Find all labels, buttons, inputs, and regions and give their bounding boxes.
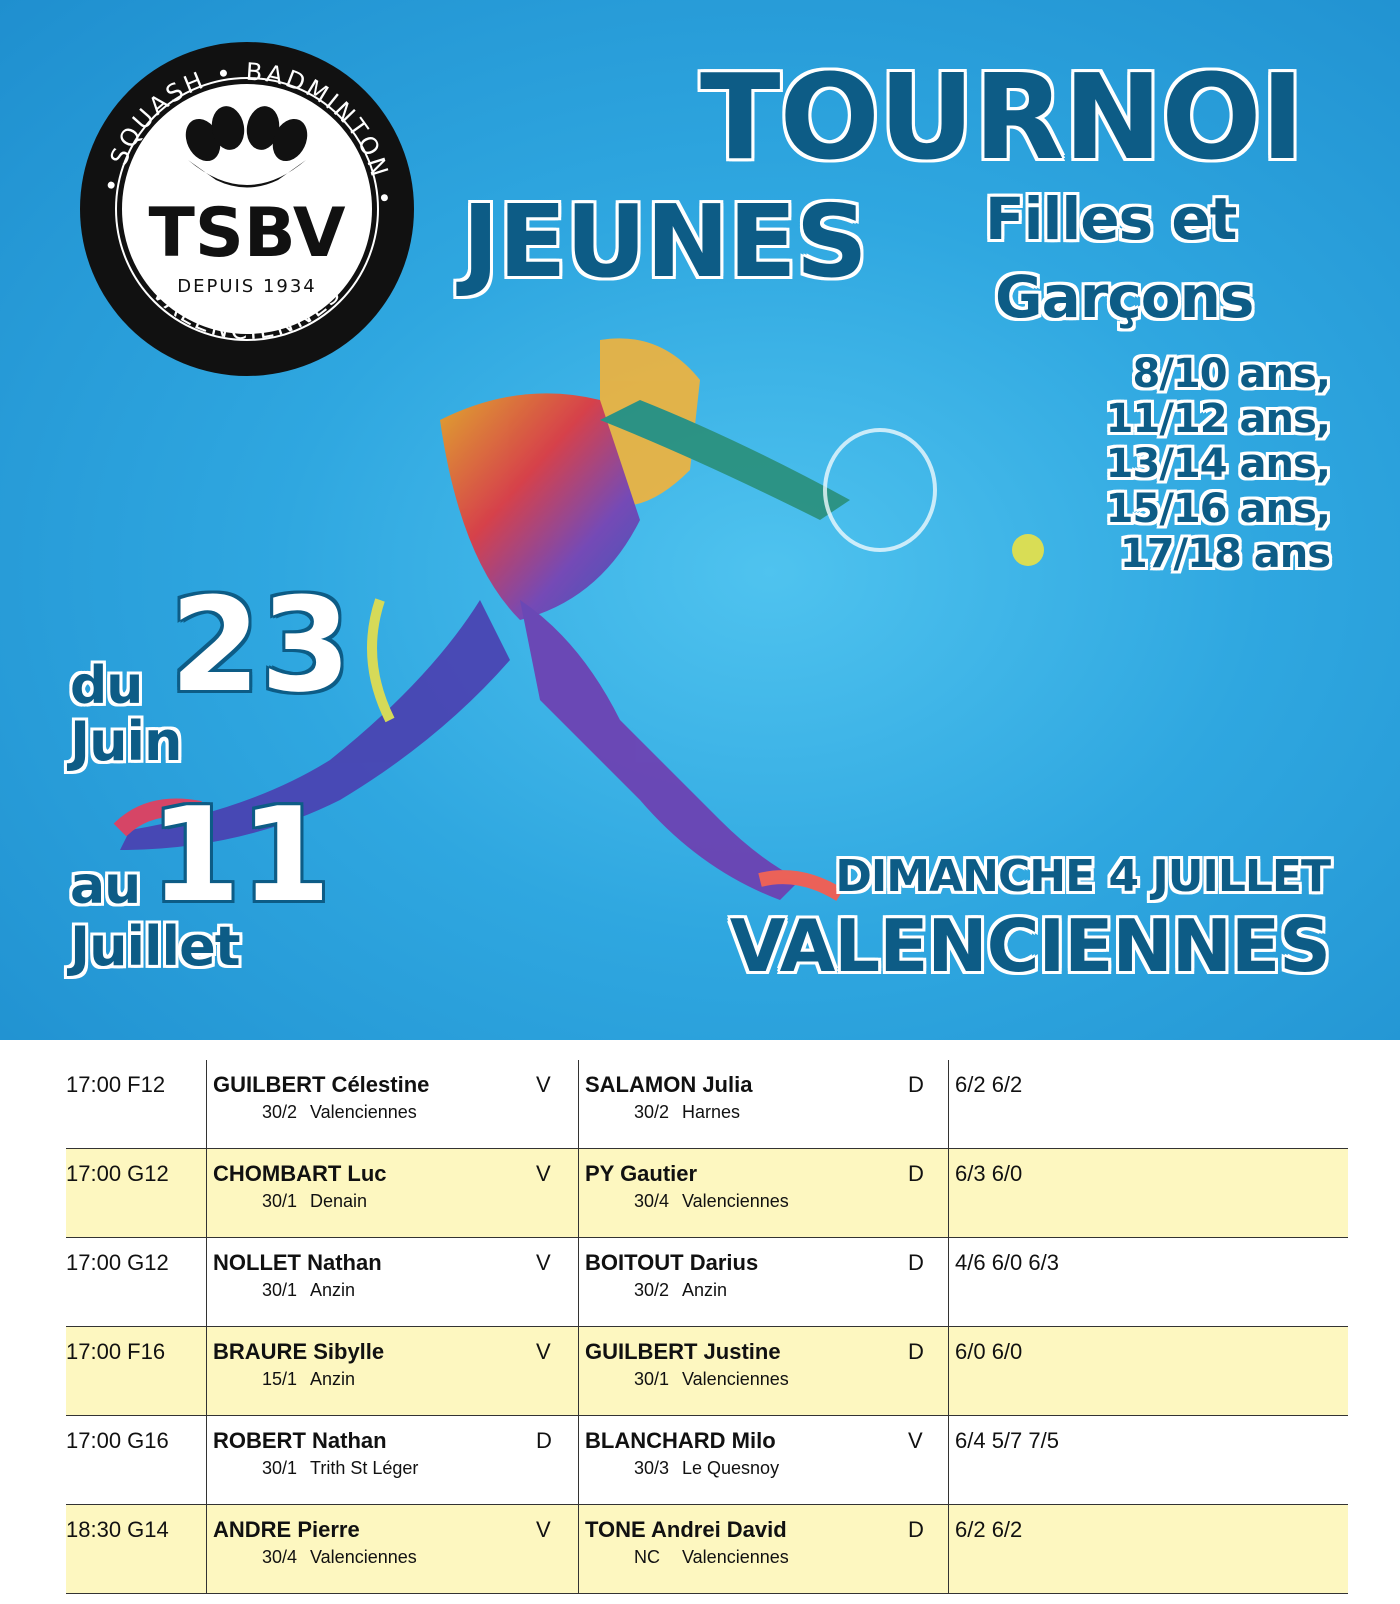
player2-club: Le Quesnoy xyxy=(682,1458,780,1478)
player1-rank: 30/4 xyxy=(262,1547,298,1567)
player1-rank: 30/1 xyxy=(262,1191,298,1211)
match-score: 6/4 5/7 7/5 xyxy=(955,1428,1059,1453)
player2-club: Harnes xyxy=(682,1102,741,1122)
player2-name: PY Gautier xyxy=(585,1161,698,1186)
column-divider xyxy=(578,1505,579,1593)
results-table xyxy=(66,1060,1348,1594)
match-time: 17:00 G12 xyxy=(66,1161,169,1186)
player1-result: V xyxy=(536,1517,551,1542)
column-divider xyxy=(948,1505,949,1593)
column-divider xyxy=(948,1149,949,1237)
player1-rank: 30/1 xyxy=(262,1280,298,1300)
player1-club: Anzin xyxy=(310,1369,356,1389)
table-row xyxy=(66,1416,1348,1505)
column-divider xyxy=(206,1238,207,1326)
age-item: 8/10 ans, xyxy=(1132,351,1330,397)
column-divider xyxy=(578,1416,579,1504)
player2-result: D xyxy=(908,1250,924,1275)
player2-rank: 30/2 xyxy=(634,1280,670,1300)
player2-result: D xyxy=(908,1072,924,1097)
player2-club: Anzin xyxy=(682,1280,728,1300)
column-divider xyxy=(578,1327,579,1415)
player2-result: D xyxy=(908,1339,924,1364)
column-divider xyxy=(948,1416,949,1504)
player2-name: GUILBERT Justine xyxy=(585,1339,781,1364)
age-item: 11/12 ans, xyxy=(1105,396,1330,442)
age-item: 15/16 ans, xyxy=(1105,486,1330,532)
player2-club: Valenciennes xyxy=(682,1369,789,1389)
title-tournoi: TOURNOI xyxy=(700,48,1304,186)
column-divider xyxy=(206,1416,207,1504)
column-divider xyxy=(206,1327,207,1415)
column-divider xyxy=(206,1505,207,1593)
player2-name: SALAMON Julia xyxy=(585,1072,753,1097)
match-time: 17:00 F16 xyxy=(66,1339,166,1364)
table-row xyxy=(66,1060,1348,1149)
player2-result: D xyxy=(908,1161,924,1186)
player2-name: BLANCHARD Milo xyxy=(585,1428,776,1453)
column-divider xyxy=(578,1238,579,1326)
player1-result: V xyxy=(536,1339,551,1364)
player2-club: Valenciennes xyxy=(682,1547,789,1567)
player2-result: D xyxy=(908,1517,924,1542)
player2-rank: 30/1 xyxy=(634,1369,670,1389)
match-time: 17:00 G16 xyxy=(66,1428,169,1453)
svg-text:TENNIS • SQUASH • BADMINTON •: • SQUASH • BADMINTON • xyxy=(97,57,399,209)
player1-result: V xyxy=(536,1072,551,1097)
match-time: 17:00 F12 xyxy=(66,1072,166,1097)
table-row xyxy=(66,1505,1348,1594)
column-divider xyxy=(948,1060,949,1148)
column-divider xyxy=(948,1327,949,1415)
match-score: 6/2 6/2 xyxy=(955,1072,1023,1097)
player1-club: Valenciennes xyxy=(310,1547,417,1567)
match-score: 4/6 6/0 6/3 xyxy=(955,1250,1059,1275)
player2-club: Valenciennes xyxy=(682,1191,789,1211)
table-row xyxy=(66,1327,1348,1416)
subtitle-garcons: Garçons xyxy=(995,263,1254,331)
player1-name: CHOMBART Luc xyxy=(213,1161,387,1186)
match-score: 6/3 6/0 xyxy=(955,1161,1023,1186)
player1-result: V xyxy=(536,1161,551,1186)
club-name: TSBV xyxy=(148,194,346,273)
column-divider xyxy=(206,1149,207,1237)
player1-club: Anzin xyxy=(310,1280,356,1300)
column-divider xyxy=(578,1060,579,1148)
date-to-month: Juillet xyxy=(70,915,240,978)
player1-rank: 15/1 xyxy=(262,1369,298,1389)
player1-name: GUILBERT Célestine xyxy=(213,1072,430,1097)
match-time: 17:00 G12 xyxy=(66,1250,169,1275)
player2-name: TONE Andrei David xyxy=(585,1517,787,1542)
player1-rank: 30/1 xyxy=(262,1458,298,1478)
player1-name: ANDRE Pierre xyxy=(213,1517,360,1542)
match-score: 6/2 6/2 xyxy=(955,1517,1023,1542)
player2-rank: 30/3 xyxy=(634,1458,670,1478)
age-item: 17/18 ans xyxy=(1119,531,1330,577)
column-divider xyxy=(578,1149,579,1237)
player1-name: BRAURE Sibylle xyxy=(213,1339,385,1364)
match-time: 18:30 G14 xyxy=(66,1517,169,1542)
player1-result: D xyxy=(536,1428,552,1453)
date-to-prefix: au xyxy=(70,856,141,916)
player2-rank: 30/4 xyxy=(634,1191,670,1211)
player1-rank: 30/2 xyxy=(262,1102,298,1122)
table-row xyxy=(66,1238,1348,1327)
player2-rank: 30/2 xyxy=(634,1102,670,1122)
svg-text:VALENCIENNES: VALENCIENNES xyxy=(146,278,348,346)
tennis-ball-icon xyxy=(1012,534,1044,566)
date-from-prefix: du xyxy=(70,656,143,716)
date-from-day: 23 xyxy=(170,569,351,721)
player1-name: ROBERT Nathan xyxy=(213,1428,387,1453)
event-day: DIMANCHE 4 JUILLET xyxy=(835,851,1330,902)
date-to-day: 11 xyxy=(150,779,331,931)
club-since: DEPUIS 1934 xyxy=(177,276,317,297)
subtitle-filles: Filles et xyxy=(985,185,1237,253)
age-item: 13/14 ans, xyxy=(1105,441,1330,487)
club-logo xyxy=(78,40,416,378)
match-score: 6/0 6/0 xyxy=(955,1339,1023,1364)
player1-result: V xyxy=(536,1250,551,1275)
player1-club: Trith St Léger xyxy=(310,1458,419,1478)
column-divider xyxy=(948,1238,949,1326)
title-jeunes: JEUNES xyxy=(462,183,867,300)
table-row xyxy=(66,1149,1348,1238)
date-from-month: Juin xyxy=(70,710,182,773)
player2-name: BOITOUT Darius xyxy=(585,1250,759,1275)
age-categories xyxy=(1106,352,1330,577)
column-divider xyxy=(206,1060,207,1148)
player2-result: V xyxy=(908,1428,923,1453)
event-city: VALENCIENNES xyxy=(729,904,1330,988)
player1-club: Denain xyxy=(310,1191,368,1211)
player2-rank: NC xyxy=(634,1547,660,1567)
player1-name: NOLLET Nathan xyxy=(213,1250,382,1275)
player1-club: Valenciennes xyxy=(310,1102,417,1122)
